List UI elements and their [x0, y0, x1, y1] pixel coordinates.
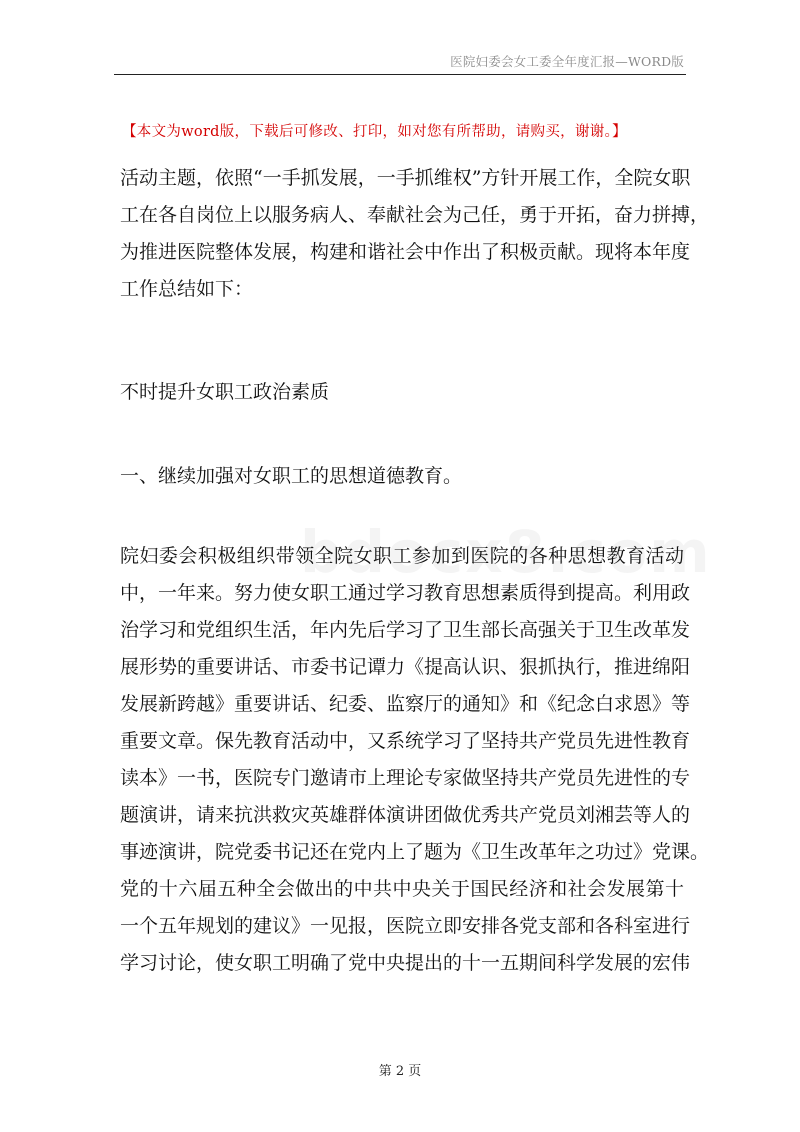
paragraph-line: 工作总结如下：: [120, 278, 254, 300]
paragraph-line: 活动主题，依照“一手抓发展，一手抓维权”方针开展工作，全院女职: [120, 167, 691, 189]
section-heading-text: 不时提升女职工政治素质: [120, 381, 330, 403]
header-title: 医院妇委会女工委全年度汇报—WORD版: [450, 54, 684, 69]
paragraph-line: 读本》一书，医院专门邀请市上理论专家做坚持共产党员先进性的专: [120, 767, 691, 789]
paragraph-line: 重要文章。保先教育活动中，又系统学习了坚持共产党员先进性教育: [120, 730, 691, 752]
paragraph-line: 工在各自岗位上以服务病人、奉献社会为己任，勇于开拓，奋力拼搏，: [120, 204, 710, 226]
paragraph-line: 为推进医院整体发展，构建和谐社会中作出了积极贡献。现将本年度: [120, 241, 691, 263]
paragraph-line: 学习讨论，使女职工明确了党中央提出的十一五期间科学发展的宏伟: [120, 952, 691, 974]
paragraph-line: 治学习和党组织生活，年内先后学习了卫生部长高强关于卫生改革发: [120, 619, 691, 641]
paragraph-line: 题演讲，请来抗洪救灾英雄群体演讲团做优秀共产党员刘湘芸等人的: [120, 804, 691, 826]
paragraph-line: 展形势的重要讲话、市委书记谭力《提高认识、狠抓执行，推进绵阳: [120, 656, 691, 678]
paragraph-line: 党的十六届五种全会做出的中共中央关于国民经济和社会发展第十: [120, 878, 684, 900]
paragraph-line: 一个五年规划的建议》一见报，医院立即安排各党支部和各科室进行: [120, 915, 691, 937]
section-heading: [120, 374, 684, 411]
paragraph-line: 发展新跨越》重要讲话、纪委、监察厅的通知》和《纪念白求恩》等: [120, 693, 691, 715]
download-notice: 【本文为word版，下载后可修改、打印，如对您有所帮助，请购买，谢谢。】: [122, 124, 627, 140]
intro-paragraph: [120, 160, 710, 308]
subsection-heading-text: 一、继续加强对女职工的思想道德教育。: [120, 465, 463, 487]
paragraph-line: 院妇委会积极组织带领全院女职工参加到医院的各种思想教育活动: [120, 545, 684, 567]
page-number: 第 2 页: [378, 1064, 422, 1079]
paragraph-line: 事迹演讲，院党委书记还在党内上了题为《卫生改革年之功过》党课。: [120, 841, 710, 863]
body-paragraph: [120, 538, 710, 982]
header-divider: [114, 74, 686, 75]
paragraph-line: 中，一年来。努力使女职工通过学习教育思想素质得到提高。利用政: [120, 582, 691, 604]
subsection-heading: [120, 458, 684, 495]
